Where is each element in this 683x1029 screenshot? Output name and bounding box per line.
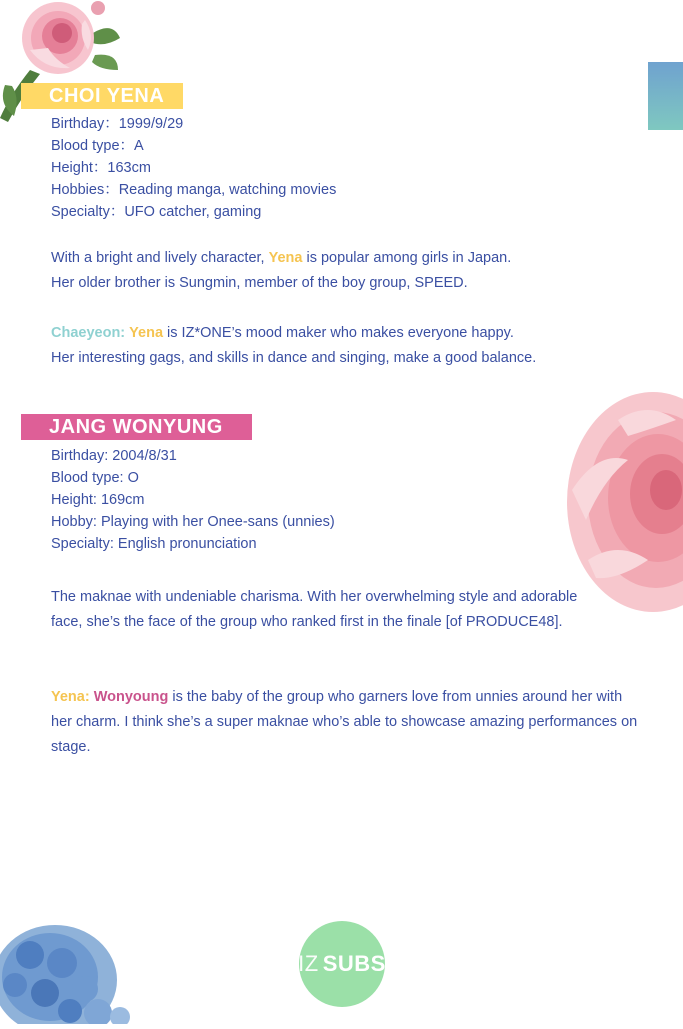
yena-description <box>51 246 641 296</box>
info-blood-type: Blood type：A <box>51 138 144 154</box>
frame-tab <box>648 62 683 130</box>
logo-prefix: IZ <box>298 951 319 976</box>
yena-comment <box>51 321 641 371</box>
wonyung-info-list <box>51 445 335 555</box>
info-birthday: Birthday：1999/9/29 <box>51 116 184 132</box>
logo-text: SUBS <box>322 951 386 976</box>
desc-text: Her older brother is Sungmin, member of the boy group, SPEED. <box>51 275 468 291</box>
comment-subject: Wonyoung <box>93 689 169 705</box>
desc-text: With a bright and lively character, <box>51 250 269 266</box>
comment-text: is the baby of the group who garners love from unnies around her with her charm. I think she’s a super maknae who’s able to showcase amazing performances on stage. <box>51 689 638 755</box>
desc-text: is popular among girls in Japan. <box>302 250 512 266</box>
name-highlight: Yena <box>268 250 303 266</box>
info-hobbies: Hobbies：Reading manga, watching movies <box>51 182 337 198</box>
info-hobby: Hobby: Playing with her Onee-sans (unnies) <box>51 514 335 530</box>
iz-subs-logo <box>299 921 385 1007</box>
info-blood-type: Blood type: O <box>51 470 139 486</box>
blue-hydrangea-icon <box>0 905 150 1024</box>
info-height: Height: 169cm <box>51 492 145 508</box>
wonyung-description: The maknae with undeniable charisma. With her overwhelming style and adorable face, she’s the face of the group who ranked first in the finale [of PRODUCE48]. <box>51 589 578 630</box>
member-name-yena: CHOI YENA <box>21 83 183 109</box>
comment-speaker: Chaeyeon: <box>51 325 126 341</box>
comment-text: is IZ*ONE’s mood maker who makes everyone happy. <box>163 325 514 341</box>
wonyung-comment <box>51 685 641 760</box>
info-height: Height：163cm <box>51 160 151 176</box>
comment-subject: Yena <box>129 325 164 341</box>
info-specialty: Specialty: English pronunciation <box>51 536 257 552</box>
member-name-wonyung: JANG WONYUNG <box>21 414 252 440</box>
info-birthday: Birthday: 2004/8/31 <box>51 448 177 464</box>
comment-speaker: Yena: <box>51 689 90 705</box>
yena-info-list <box>51 113 336 223</box>
comment-text: Her interesting gags, and skills in dance and singing, make a good balance. <box>51 350 537 366</box>
info-specialty: Specialty：UFO catcher, gaming <box>51 204 262 220</box>
